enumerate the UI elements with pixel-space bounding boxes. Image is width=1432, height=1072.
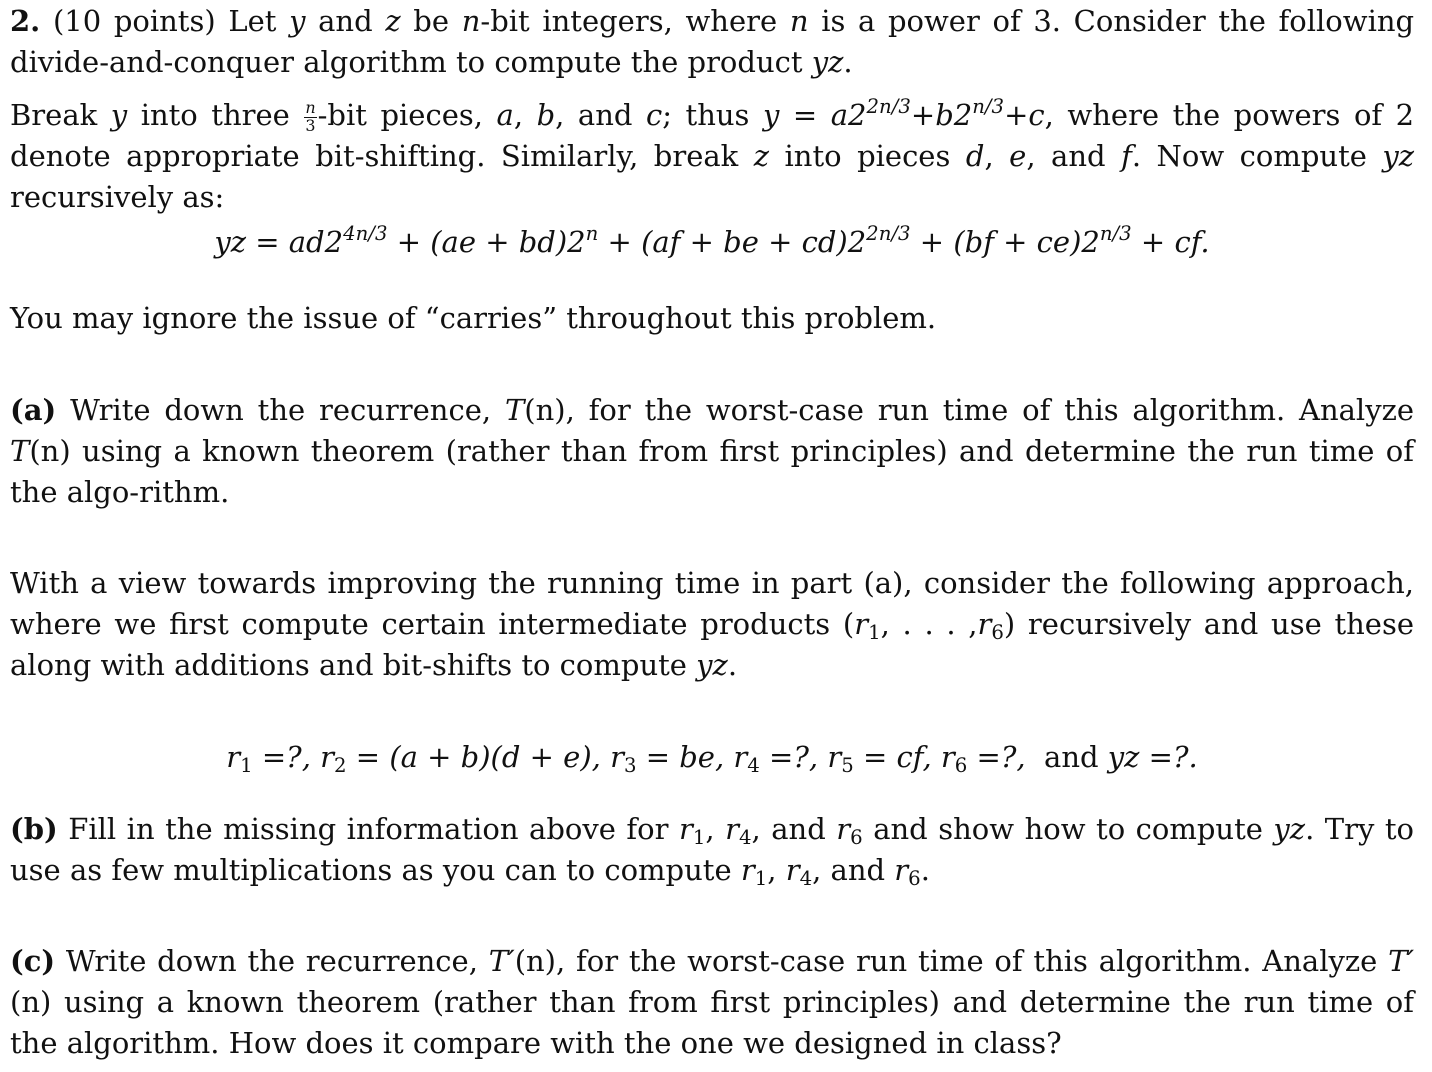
var-e: e	[1009, 139, 1027, 173]
var-r: r	[836, 812, 851, 846]
math-arg: (n)	[29, 434, 71, 468]
approach-paragraph	[10, 563, 1414, 686]
part-c-label: (c)	[10, 944, 56, 978]
var-r: r	[226, 740, 241, 774]
math-expr: yz = ad2	[214, 225, 344, 259]
math-expr: +b2	[910, 98, 973, 132]
var-r: r	[977, 607, 992, 641]
break-text: ; thus	[662, 98, 750, 132]
var-T-prime: T′	[1388, 944, 1415, 978]
period: .	[727, 648, 738, 682]
var-yz: yz	[1273, 812, 1306, 846]
equation-r-list	[10, 737, 1414, 778]
problem-number: 2.	[10, 4, 41, 38]
equation-and: and	[1044, 740, 1099, 774]
part-a-text: using a known theorem (rather than from first principles) and determine the run time of the algo-rithm.	[10, 434, 1414, 509]
part-c	[10, 941, 1414, 1064]
subscript: 4	[799, 866, 813, 890]
var-r: r	[733, 740, 748, 774]
exponent: 4n/3	[343, 222, 388, 246]
subscript: 4	[747, 753, 760, 777]
part-b-and: , and	[751, 812, 826, 846]
var-c: c	[645, 98, 663, 132]
subscript: 1	[754, 866, 768, 890]
var-y: y	[289, 4, 306, 38]
var-yz: yz	[1382, 139, 1415, 173]
break-text: into three	[140, 98, 290, 132]
math-expr: + (ae + bd)2	[387, 225, 586, 259]
part-a-text: Write down the recurrence,	[70, 393, 492, 427]
var-T: T	[10, 434, 30, 468]
var-n: n	[789, 4, 809, 38]
break-paragraph: Break y into three $\frac{n}{3}$ -bit pieces, a, b, and c; thus $y = a2^{2n/3}+b2^{n/3}+c$, where the powers of 2 denote appropriate bit-shifting. Similarly, break z into pieces d, e, and f. Now compute yz recursively as:	[10, 95, 1415, 214]
fraction-numerator: n	[305, 97, 316, 117]
subscript: 1	[240, 753, 253, 777]
subscript: 1	[692, 825, 706, 849]
fraction-denominator: 3	[305, 115, 316, 135]
math-expr: yz =?.	[1107, 740, 1198, 774]
subscript: 6	[850, 825, 863, 849]
break-text: , where the powers of 2 denote appropriate bit-shifting. Similarly, break	[10, 98, 1415, 173]
var-yz: yz	[696, 648, 728, 682]
math-expr: = be,	[636, 740, 734, 774]
break-text: into pieces	[784, 139, 951, 173]
part-b-text: . Try to use as few multiplications as you can to compute	[10, 812, 1414, 887]
intro-and: and	[318, 4, 373, 38]
math-expr: =?,	[252, 740, 321, 774]
var-r: r	[940, 740, 955, 774]
math-expr: =?,	[759, 740, 828, 774]
var-r: r	[725, 812, 739, 846]
var-r: r	[678, 812, 693, 846]
problem-intro	[10, 1, 1414, 83]
var-b: b	[536, 98, 556, 132]
comma: ,	[767, 853, 786, 887]
part-b-text: and show how to compute	[873, 812, 1263, 846]
problem-points: (10 points)	[52, 4, 216, 38]
part-a-label: (a)	[10, 393, 57, 427]
math-arg: (n)	[10, 985, 52, 1019]
intro-text: Let	[228, 4, 277, 38]
var-r: r	[827, 740, 842, 774]
comma: ,	[705, 812, 726, 846]
subscript: 6	[991, 620, 1004, 644]
part-c-text: using a known theorem (rather than from first principles) and determine the run time of the algorithm. How does it compare with the one we designed in class?	[10, 985, 1414, 1060]
break-text: -bit pieces,	[317, 98, 483, 132]
exponent: n/3	[1099, 222, 1132, 246]
period: .	[920, 853, 930, 887]
math-arg: (n)	[524, 393, 566, 427]
break-text: . Now compute	[1131, 139, 1367, 173]
math-expr: + (bf + ce)2	[910, 225, 1100, 259]
equation-yz	[10, 222, 1414, 263]
var-T: T	[504, 393, 525, 427]
var-r: r	[610, 740, 624, 774]
var-r: r	[740, 853, 755, 887]
var-r: r	[854, 607, 869, 641]
var-y: y	[110, 98, 128, 132]
math-expr: = (a + b)(d + e),	[346, 740, 611, 774]
exponent: 2n/3	[866, 95, 911, 119]
math-expr: = cf,	[853, 740, 941, 774]
exponent: n	[585, 222, 599, 246]
math-expr: = a2	[792, 98, 867, 132]
subscript: 1	[868, 620, 881, 644]
var-z: z	[385, 4, 401, 38]
part-b	[10, 809, 1414, 891]
part-a-text: , for the worst-case run time of this algorithm. Analyze	[565, 393, 1415, 427]
subscript: 2	[334, 753, 347, 777]
carries-note: You may ignore the issue of “carries” throughout this problem.	[10, 301, 937, 335]
math-expr: + cf.	[1131, 225, 1210, 259]
intro-text-3: is a power of 3. Consider the following divide-and-conquer algorithm to compute the product	[10, 4, 1415, 79]
subscript: 4	[738, 825, 752, 849]
exponent: 2n/3	[866, 222, 911, 246]
intro-text-2: -bit integers, where	[480, 4, 778, 38]
fraction-n-over-3	[304, 97, 316, 135]
var-r: r	[894, 853, 909, 887]
var-r: r	[785, 853, 800, 887]
break-text: Break	[10, 98, 98, 132]
math-expr: =?,	[967, 740, 1026, 774]
subscript: 5	[841, 753, 854, 777]
period: .	[843, 45, 853, 79]
part-b-label: (b)	[10, 812, 58, 846]
var-r: r	[320, 740, 335, 774]
math-arg: (n)	[514, 944, 556, 978]
math-expr: + (af + be + cd)2	[598, 225, 867, 259]
part-c-text: Write down the recurrence,	[65, 944, 478, 978]
break-and: and	[1051, 139, 1106, 173]
approach-text: ) recursively and use these along with additions and bit-shifts to compute	[10, 607, 1414, 682]
part-a	[10, 390, 1414, 513]
math-expr: +c	[1004, 98, 1045, 132]
approach-text: With a view towards improving the running time in part (a), consider the following approach, where we first compute certain intermediate products (	[10, 566, 1414, 641]
var-z: z	[753, 139, 770, 173]
var-T-prime: T′	[488, 944, 515, 978]
var-a: a	[496, 98, 514, 132]
subscript: 3	[623, 753, 637, 777]
part-b-and: , and	[812, 853, 886, 887]
subscript: 6	[954, 753, 968, 777]
subscript: 6	[908, 866, 921, 890]
intro-be: be	[413, 4, 450, 38]
exponent: n/3	[972, 95, 1005, 119]
ellipsis: , . . . ,	[880, 607, 978, 641]
var-f: f	[1121, 139, 1132, 173]
var-yz: yz	[811, 45, 844, 79]
var-n: n	[461, 4, 481, 38]
part-b-text: Fill in the missing information above for	[68, 812, 669, 846]
part-c-text: , for the worst-case run time of this algorithm. Analyze	[556, 944, 1378, 978]
break-text: recursively as:	[10, 180, 225, 214]
var-y: y	[762, 98, 780, 132]
var-d: d	[965, 139, 985, 173]
